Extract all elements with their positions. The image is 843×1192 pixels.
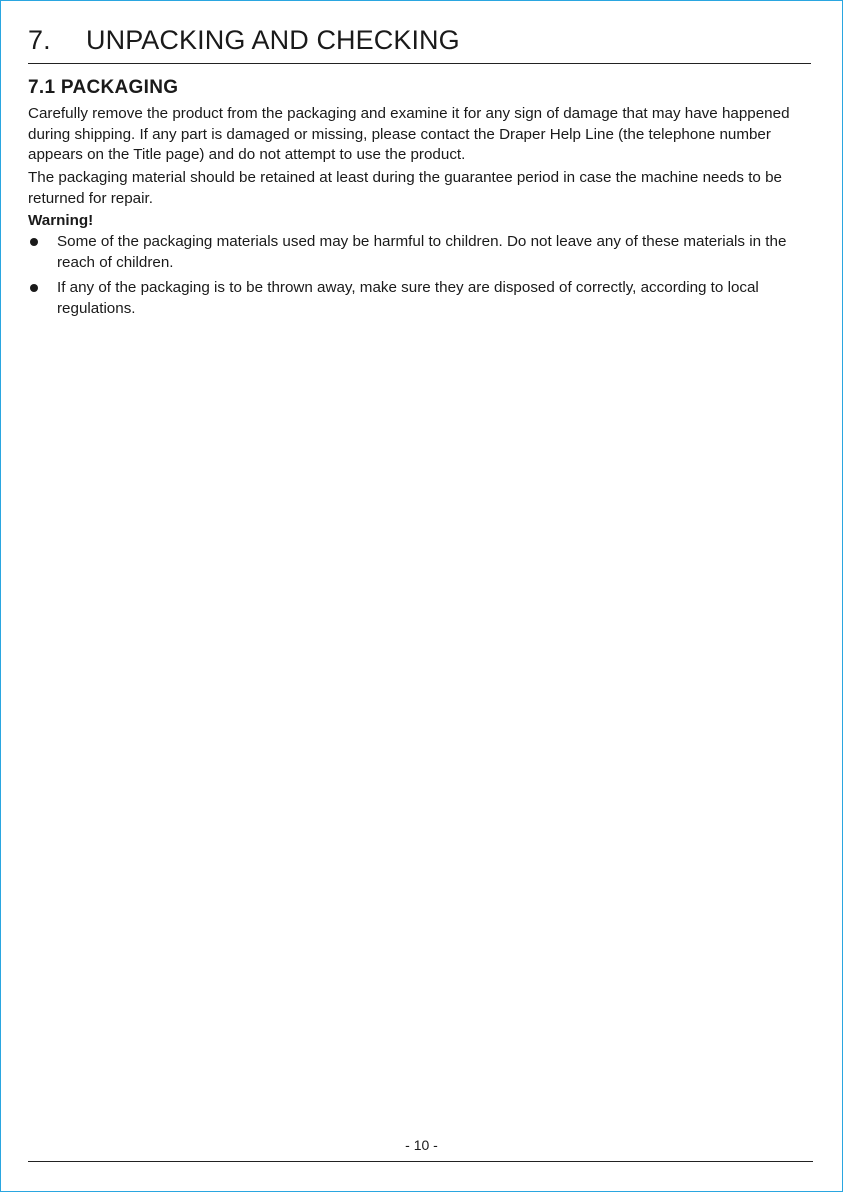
list-item [28,232,818,273]
subsection-heading: 7.1 PACKAGING [28,77,179,98]
paragraph-inspect-product: Carefully remove the product from the packaging and examine it for any sign of damage that may have happened during shipping. If any part is damaged or missing, please contact the Draper Help Line (the telephone number appears on the Title page) and do not attempt to use the product. [28,105,790,163]
warning-list [28,232,818,324]
paragraph-retain-packaging: The packaging material should be retained at least during the guarantee period in case the machine needs to be returned for repair. [28,169,782,207]
section-number: 7. [28,25,51,55]
bullet-icon [30,284,38,292]
bullet-icon [30,238,38,246]
list-item-text: If any of the packaging is to be thrown away, make sure they are disposed of correctly, according to local regulations. [57,279,759,317]
section-heading [28,22,460,58]
footer-rule [28,1161,813,1162]
header-rule [28,63,811,64]
list-item [28,278,818,319]
page-number: - 10 - [405,1137,438,1153]
section-title: UNPACKING AND CHECKING [86,25,460,55]
warning-label: Warning! [28,212,94,229]
list-item-text: Some of the packaging materials used may be harmful to children. Do not leave any of these materials in the reach of children. [57,233,787,271]
